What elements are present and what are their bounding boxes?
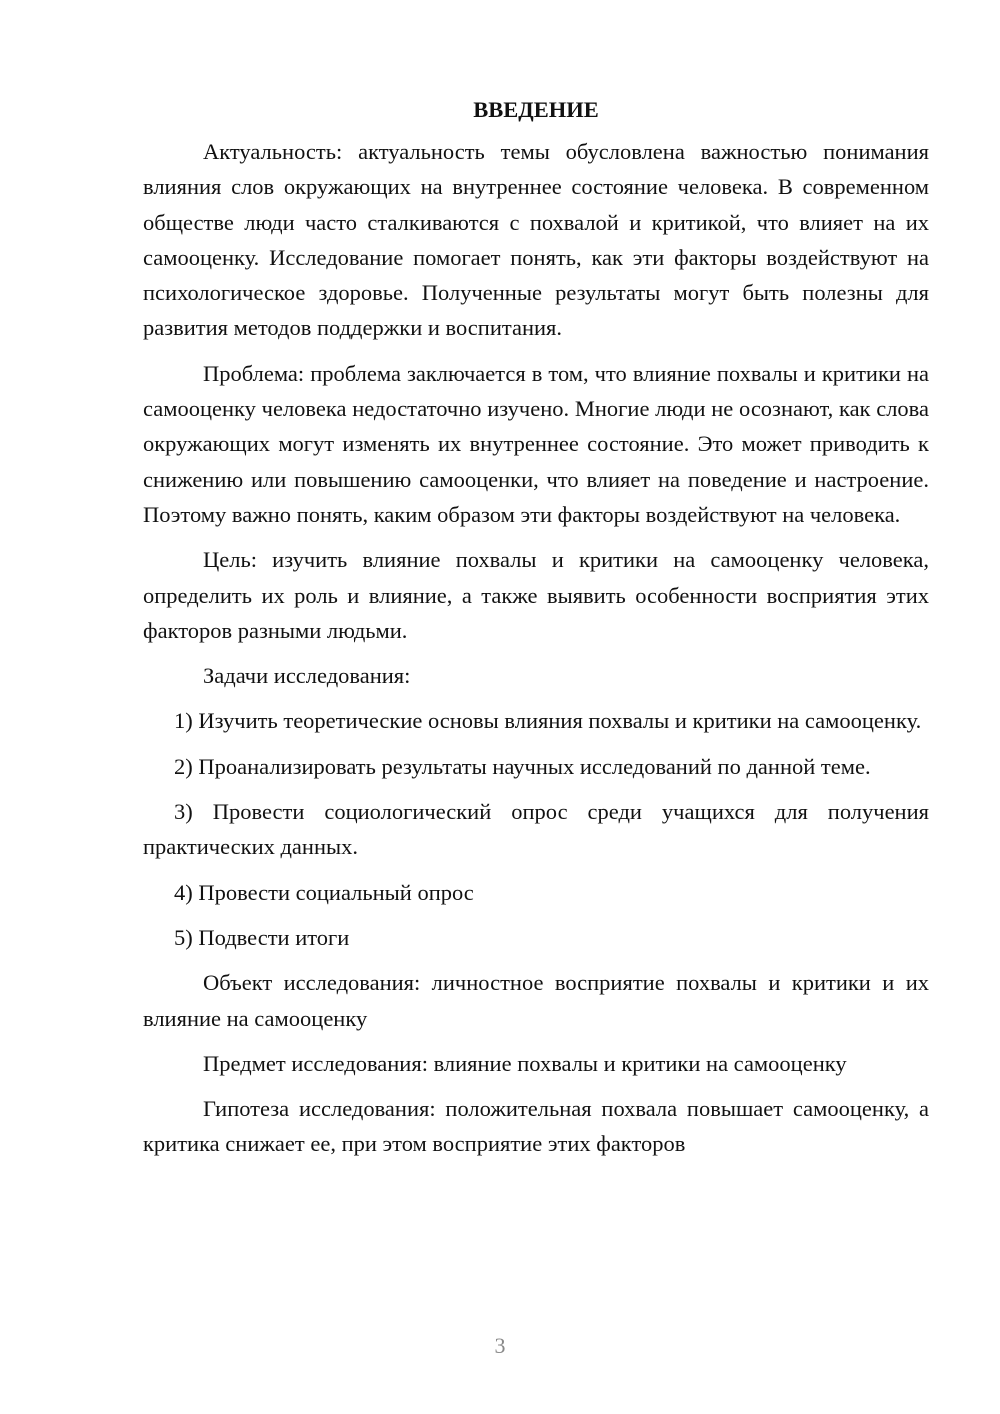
goal-paragraph: Цель: изучить влияние похвалы и критики на самооценку человека, определить их роль и влияние, а также выявить особенности восприятия этих факторов разными людьми. [143,547,929,643]
task-item-5: 5) Подвести итоги [174,924,350,950]
task-item-2: 2) Проанализировать результаты научных исследований по данной теме. [174,753,871,779]
section-title: ВВЕДЕНИЕ [473,97,599,122]
task-item-1: 1) Изучить теоретические основы влияния похвалы и критики на самооценку. [174,708,922,734]
hypothesis-paragraph: Гипотеза исследования: положительная похвала повышает самооценку, а критика снижает ее, при этом восприятие этих факторов [143,1096,929,1157]
object-paragraph: Объект исследования: личностное восприятие похвалы и критики и их влияние на самооценку [143,970,929,1031]
task-item-4: 4) Провести социальный опрос [174,879,474,905]
problem-paragraph: Проблема: проблема заключается в том, что влияние похвалы и критики на самооценку человека недостаточно изучено. Многие люди не осознают, как слова окружающих могут изменять их внутреннее состояние. Это может приводить к снижению или повышению самооценки, что влияет на поведение и настроение. Поэтому важно понять, каким образом эти факторы воздействуют на человека. [143,360,929,527]
relevance-paragraph: Актуальность: актуальность темы обусловлена важностью понимания влияния слов окружающих на внутреннее состояние человека. В современном обществе люди часто сталкиваются с похвалой и критикой, что влияет на их самооценку. Исследование помогает понять, как эти факторы воздействуют на психологическое здоровье. Полученные результаты могут быть полезны для развития методов поддержки и воспитания. [143,139,929,341]
task-item-3: 3) Провести социологический опрос среди учащихся для получения практических данных. [143,799,929,860]
tasks-heading: Задачи исследования: [203,663,411,689]
page-content [143,92,929,1172]
page-number: 3 [494,1333,506,1358]
subject-paragraph: Предмет исследования: влияние похвалы и критики на самооценку [203,1050,847,1076]
